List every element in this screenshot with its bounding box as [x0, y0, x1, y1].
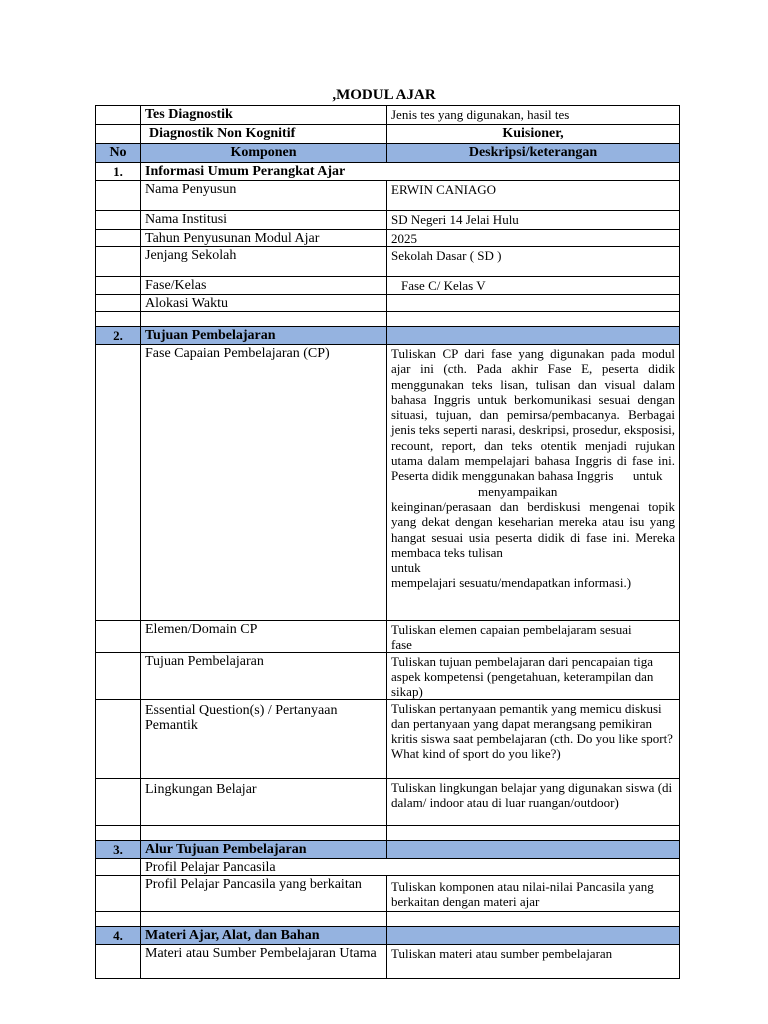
table-row [96, 181, 680, 211]
row-label: Fase/Kelas [141, 277, 387, 295]
row-value: Tuliskan tujuan pembelajaran dari pencapaian tiga aspek kompetensi (pengetahuan, keterampilan dan sikap) [387, 653, 680, 700]
spacer-row [96, 826, 680, 841]
table-header [96, 144, 680, 163]
table-row [96, 621, 680, 653]
cp-text-b: menyampaikan [478, 483, 558, 499]
table-row [96, 295, 680, 312]
row-value: 2025 [387, 230, 680, 247]
section-1-header [96, 163, 680, 181]
table-row [96, 779, 680, 826]
header-no: No [96, 144, 141, 163]
row-tes-diagnostik [96, 106, 680, 125]
row-value [387, 345, 680, 621]
row-label: Tahun Penyusunan Modul Ajar [141, 230, 387, 247]
row-value: ERWIN CANIAGO [387, 181, 680, 211]
cp-text-a: Tuliskan CP dari fase yang digunakan pada modul ajar ini (cth. Pada akhir Fase E, peserta didik menggunakan teks lisan, tulisan dan visual dalam bahasa Inggris untuk berkomunikasi sesuai dengan situasi, tujuan, dan pemirsa/pembacanya. Berbagai jenis teks seperti narasi, deskripsi, prosedur, eksposisi, recount, report, dan teks otentik menjadi rujukan utama dalam mempelajari bahasa Inggris di fase ini. Peserta didik menggunakan bahasa Inggris untuk [391, 346, 675, 484]
row-value: Sekolah Dasar ( SD ) [387, 247, 680, 277]
modul-ajar-table [95, 105, 680, 979]
table-row [96, 876, 680, 912]
row-label: Fase Capaian Pembelajaran (CP) [141, 345, 387, 621]
section-4-header [96, 927, 680, 945]
row-value: Tuliskan lingkungan belajar yang digunakan siswa (di dalam/ indoor atau di luar ruangan/outdoor) [387, 779, 680, 826]
header-komponen: Komponen [141, 144, 387, 163]
table-row [96, 345, 680, 621]
cp-text-e: mempelajari sesuatu/mendapatkan informasi.) [391, 575, 632, 591]
section-1-title: Informasi Umum Perangkat Ajar [141, 163, 680, 181]
row-value: Tuliskan elemen capaian pembelajaram sesuai fase [387, 621, 680, 653]
row-label: Profil Pelajar Pancasila yang berkaitan [141, 876, 387, 912]
section-1-no: 1. [96, 163, 141, 181]
row-label: Essential Question(s) / Pertanyaan Pemantik [141, 700, 387, 779]
section-3-no: 3. [96, 841, 141, 859]
tes-diagnostik-value: Jenis tes yang digunakan, hasil tes [387, 106, 680, 125]
row-label: Nama Institusi [141, 211, 387, 230]
spacer-row [96, 312, 680, 327]
header-deskripsi: Deskripsi/keterangan [387, 144, 680, 163]
tes-diagnostik-label: Tes Diagnostik [141, 106, 387, 125]
row-value: SD Negeri 14 Jelai Hulu [387, 211, 680, 230]
row-diagnostik-non-kognitif [96, 125, 680, 144]
table-row [96, 653, 680, 700]
table-row [96, 211, 680, 230]
document-title: ,MODUL AJAR [332, 87, 436, 103]
table-row [96, 277, 680, 295]
row-value: Tuliskan komponen atau nilai-nilai Pancasila yang berkaitan dengan materi ajar [387, 876, 680, 912]
section-3-header [96, 841, 680, 859]
row-label: Alokasi Waktu [141, 295, 387, 312]
diagnostik-non-kognitif-value: Kuisioner, [387, 125, 680, 144]
section-2-header [96, 327, 680, 345]
diagnostik-non-kognitif-label: Diagnostik Non Kognitif [141, 125, 387, 144]
section-2-title: Tujuan Pembelajaran [141, 327, 387, 345]
table-row [96, 945, 680, 979]
row-label: Elemen/Domain CP [141, 621, 387, 653]
cp-text-d: untuk [391, 560, 421, 576]
row-value [387, 295, 680, 312]
row-label: Tujuan Pembelajaran [141, 653, 387, 700]
row-value: Fase C/ Kelas V [387, 277, 680, 295]
section-2-no: 2. [96, 327, 141, 345]
cp-text-c: keinginan/perasaan dan berdiskusi mengenai topik yang dekat dengan keseharian mereka atau isu yang hangat sesuai usia peserta didik di fase ini. Mereka membaca teks tulisan [391, 498, 675, 560]
table-row [96, 230, 680, 247]
row-label: Jenjang Sekolah [141, 247, 387, 277]
table-row [96, 247, 680, 277]
table-row [96, 700, 680, 779]
section-3-title: Alur Tujuan Pembelajaran [141, 841, 387, 859]
row-value: Tuliskan materi atau sumber pembelajaran [387, 945, 680, 979]
section-4-title: Materi Ajar, Alat, dan Bahan [141, 927, 387, 945]
row-label: Nama Penyusun [141, 181, 387, 211]
row-label: Lingkungan Belajar [141, 779, 387, 826]
table-row [96, 859, 680, 876]
row-label: Materi atau Sumber Pembelajaran Utama [141, 945, 387, 979]
section-4-no: 4. [96, 927, 141, 945]
row-label: Profil Pelajar Pancasila [141, 859, 680, 876]
row-value: Tuliskan pertanyaan pemantik yang memicu diskusi dan pertanyaan yang dapat merangsang pemikiran kritis siswa saat pembelajaran (cth. Do you like sport? What kind of sport do you like?) [387, 700, 680, 779]
spacer-row [96, 912, 680, 927]
